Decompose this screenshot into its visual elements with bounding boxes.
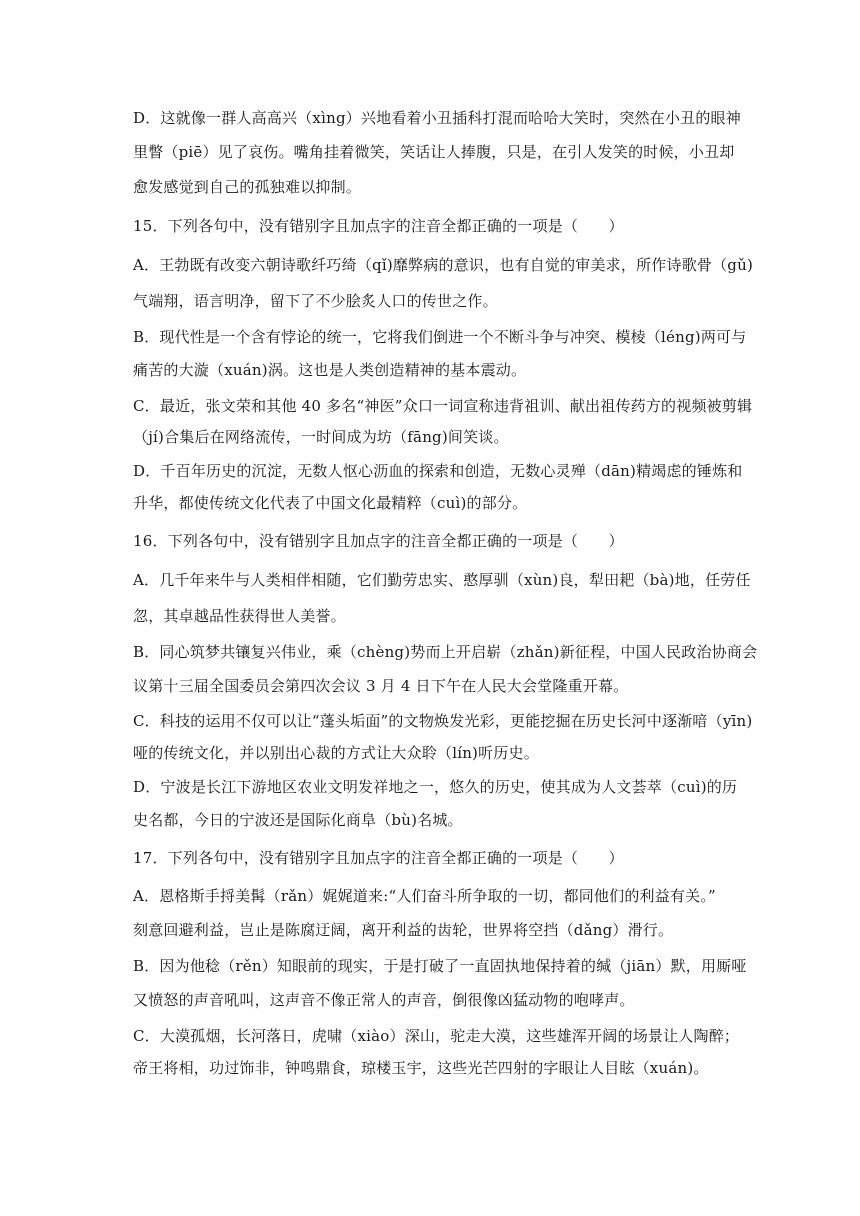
- text-line: （jí)合集后在网络流传，一时间成为坊（fāng)间笑谈。: [133, 428, 509, 446]
- text-line: C．最近，张文荣和其他 40 多名“神医”众口一词宣称违背祖训、献出祖传药方的视频被剪辑: [133, 397, 753, 415]
- question-16: 16．下列各句中，没有错别字且加点字的注音全都正确的一项是（ ）: [133, 532, 624, 550]
- text-line: 升华，都使传统文化代表了中国文化最精粹（cuì)的部分。: [133, 494, 528, 512]
- text-line: 议第十三届全国委员会第四次会议 3 月 4 日下午在人民大会堂隆重开幕。: [133, 677, 629, 695]
- text-line: A．恩格斯手捋美髯（rǎn）娓娓道来:“人们奋斗所争取的一切，都同他们的利益有关。”: [133, 887, 716, 905]
- text-line: 刻意回避利益，岂止是陈腐迂阔，离开利益的齿轮，世界将空挡（dǎng）滑行。: [133, 921, 674, 939]
- question-15: 15．下列各句中，没有错别字且加点字的注音全都正确的一项是（ ）: [133, 217, 624, 235]
- text-line: 史名都，今日的宁波还是国际化商阜（bù)名城。: [133, 811, 463, 829]
- text-line: C．科技的运用不仅可以让“蓬头垢面”的文物焕发光彩，更能挖掘在历史长河中逐渐喑（yīn): [133, 712, 753, 730]
- text-line: D．宁波是长江下游地区农业文明发祥地之一，悠久的历史，使其成为人文荟萃（cuì)的历: [133, 778, 738, 796]
- question-17: 17．下列各句中，没有错别字且加点字的注音全都正确的一项是（ ）: [133, 849, 624, 867]
- text-line: 忽，其卓越品性获得世人美誉。: [133, 607, 346, 625]
- text-line: B．因为他稔（rěn）知眼前的现实，于是打破了一直固执地保持着的缄（jiān）默，用厮哑: [133, 957, 747, 975]
- text-line: 痛苦的大漩（xuán)涡。这也是人类创造精神的基本震动。: [133, 361, 527, 379]
- text-line: 又愤怒的声音吼叫，这声音不像正常人的声音，倒很像凶猛动物的咆哮声。: [133, 991, 635, 1009]
- text-line: 里瞥（piē）见了哀伤。嘴角挂着微笑，笑话让人捧腹，只是，在引人发笑的时候，小丑却: [133, 143, 735, 161]
- text-line: A．几千年来牛与人类相伴相随，它们勤劳忠实、憨厚驯（xùn)良，犁田耙（bà)地，任劳任: [133, 571, 751, 589]
- text-line: D．这就像一群人高高兴（xìng）兴地看着小丑插科打混而哈哈大笑时，突然在小丑的眼神: [133, 109, 741, 127]
- text-line: 气端翔，语言明净，留下了不少脍炙人口的传世之作。: [133, 292, 498, 310]
- text-line: B．现代性是一个含有悖论的统一，它将我们倒进一个不断斗争与冲突、模棱（léng)两可与: [133, 328, 747, 346]
- text-line: D．千百年历史的沉淀，无数人怄心沥血的探索和创造，无数心灵殚（dān)精竭虑的锤炼和: [133, 462, 743, 480]
- text-line: A．王勃既有改变六朝诗歌纤巧绮（qǐ)靡弊病的意识，也有自觉的审美求，所作诗歌骨（gǔ): [133, 256, 754, 274]
- text-line: C．大漠孤烟，长河落日，虎啸（xiào）深山，驼走大漠，这些雄浑开阔的场景让人陶醉；: [133, 1027, 740, 1045]
- text-line: 愈发感觉到自己的孤独难以抑制。: [133, 178, 362, 196]
- text-line: 帝王将相，功过饰非，钟鸣鼎食，琼楼玉宇，这些光芒四射的字眼让人目眩（xuán)。: [133, 1059, 709, 1077]
- text-line: B．同心筑梦共镶复兴伟业，乘（chèng)势而上开启崭（zhǎn)新征程，中国人民政治协商会: [133, 643, 758, 661]
- text-line: 哑的传统文化，并以别出心裁的方式让大众聆（lín)听历史。: [133, 744, 539, 762]
